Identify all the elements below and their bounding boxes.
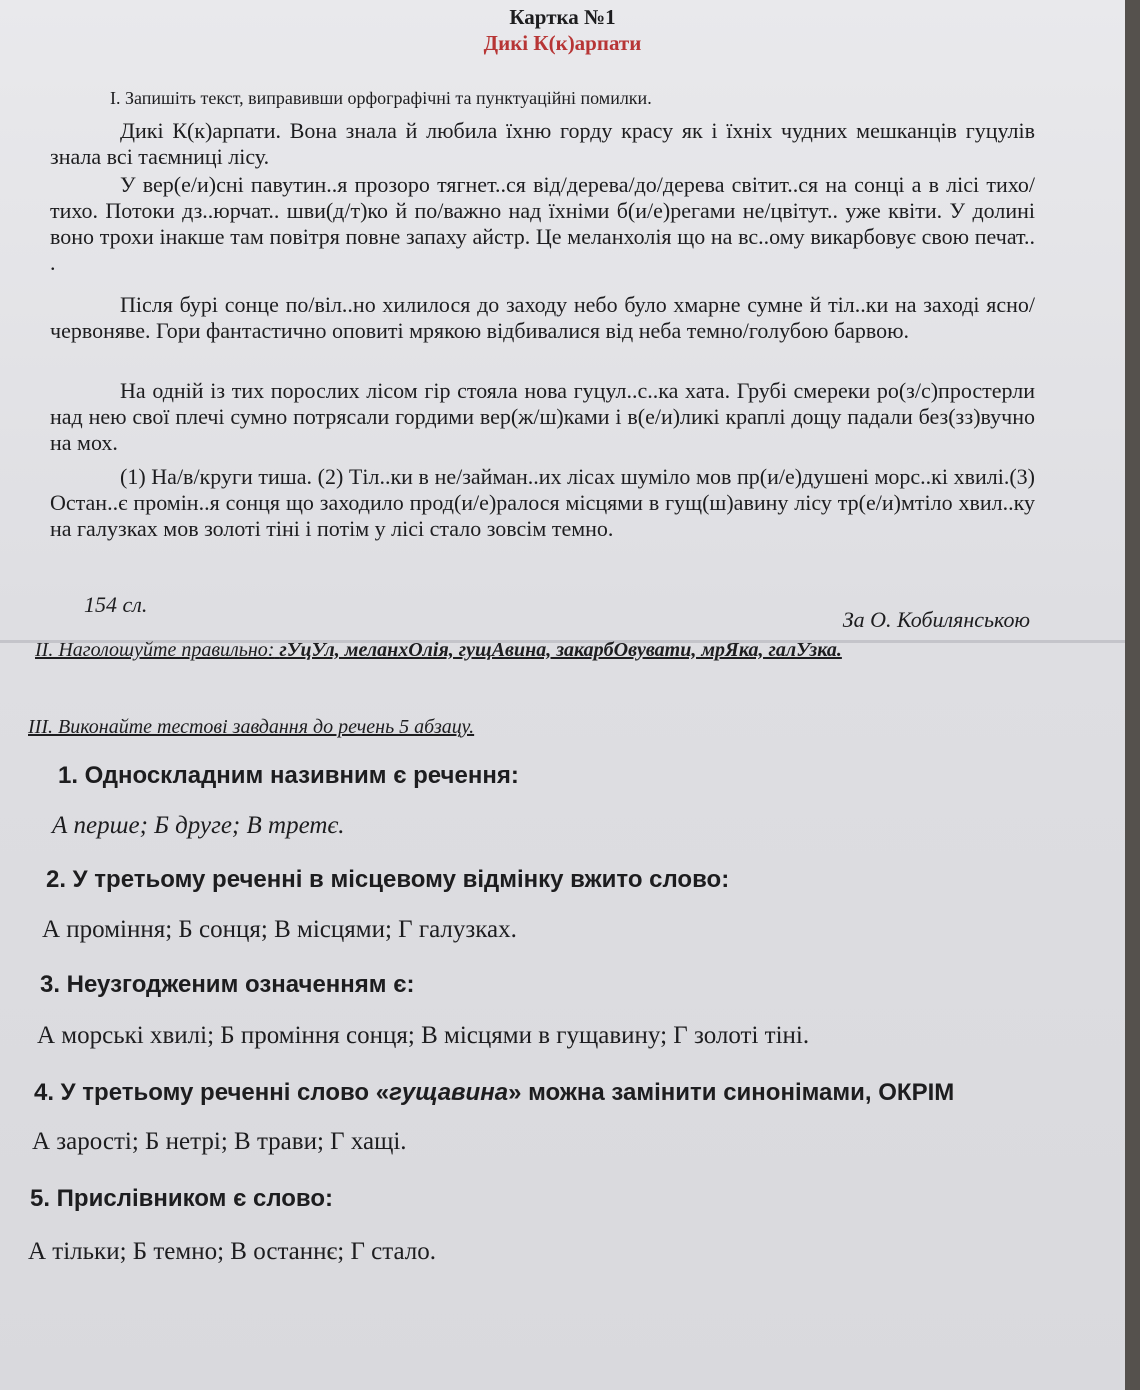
answers-2: А проміння; Б сонця; В місцями; Г галузках.	[42, 916, 517, 943]
question-4-word: гущавина	[389, 1079, 509, 1106]
stress-task	[35, 637, 970, 664]
table-edge	[1125, 0, 1140, 1390]
task-1-instruction: І. Запишіть текст, виправивши орфографічні та пунктуаційні помилки.	[110, 88, 652, 108]
task-3-instruction: ІІІ. Виконайте тестові завдання до речень 5 абзацу.	[28, 716, 475, 738]
stress-task-label: ІІ. Наголошуйте правильно:	[35, 639, 275, 661]
paragraph-3: Після бурі сонце по/віл..но хилилося до заходу небо було хмарне сумне й тіл..ки на заході ясно/червоняве. Гори фантастично оповиті мрякою відбивалися від неба темно/голубою барвою.	[50, 292, 1035, 343]
answers-1	[52, 812, 345, 840]
stress-words: гУцУл, меланхОлія, гущАвина, закарбОвувати, мрЯка, галУзка.	[279, 639, 842, 661]
word-count: 154 сл.	[84, 592, 148, 617]
question-4-post: » можна замінити синонімами, ОКРІМ	[508, 1079, 955, 1106]
question-4-pre: 4. У третьому реченні слово «	[34, 1079, 390, 1106]
question-3: 3. Неузгодженим означенням є:	[40, 971, 415, 998]
author-attribution: За О. Кобилянською	[842, 607, 1030, 632]
answers-1-text: А перше; Б друге; В третє.	[52, 812, 345, 839]
question-1: 1. Односкладним називним є речення:	[58, 762, 519, 789]
answers-3: А морські хвилі; Б проміння сонця; В місцями в гущавину; Г золоті тіні.	[37, 1022, 810, 1049]
paragraph-5: (1) На/в/круги тиша. (2) Тіл..ки в не/займан..их лісах шуміло мов пр(и/е)душені морс..кі хвилі.(3) Остан..є промін..я сонця що заходило прод(и/е)ралося місцями в гущ(ш)авину лісу тр(е/и)мтіло хвил..ку на галузках мов золоті тіні і потім у лісі стало зовсім темно.	[50, 464, 1035, 541]
text-title: Дикі К(к)арпати	[483, 31, 642, 55]
paragraph-4: На одній із тих порослих лісом гір стояла нова гуцул..с..ка хата. Грубі смереки ро(з/с)простерли над нею свої плечі сумно потрясали гордими вер(ж/ш)ками і в(е/и)ликі краплі дощу падали без(зз)вучно на мох.	[50, 378, 1035, 455]
answers-5: А тільки; Б темно; В останнє; Г стало.	[28, 1238, 437, 1265]
answers-4: А зарості; Б нетрі; В трави; Г хащі.	[32, 1128, 407, 1155]
header	[0, 4, 1125, 56]
paragraph-1: Дикі К(к)арпати. Вона знала й любила їхню горду красу як і їхніх чудних мешканців гуцулів знала всі таємниці лісу.	[50, 118, 1035, 169]
question-4	[34, 1079, 954, 1107]
question-5: 5. Прислівником є слово:	[30, 1185, 334, 1212]
paragraph-2: У вер(е/и)сні павутин..я прозоро тягнет..ся від/дерева/до/дерева світит..ся на сонці а в лісі тихо/тихо. Потоки дз..юрчат.. шви(д/т)ко й по/важно над їхніми б(и/е)регами не/цвітут.. уже квіти. У долині воно трохи інакше там повітря повне запаху айстр. Це меланхолія що на вс..ому викарбовує свою печат.. .	[50, 172, 1035, 275]
question-2: 2. У третьому реченні в місцевому відмінку вжито слово:	[46, 866, 730, 893]
card-number: Картка №1	[509, 5, 616, 29]
